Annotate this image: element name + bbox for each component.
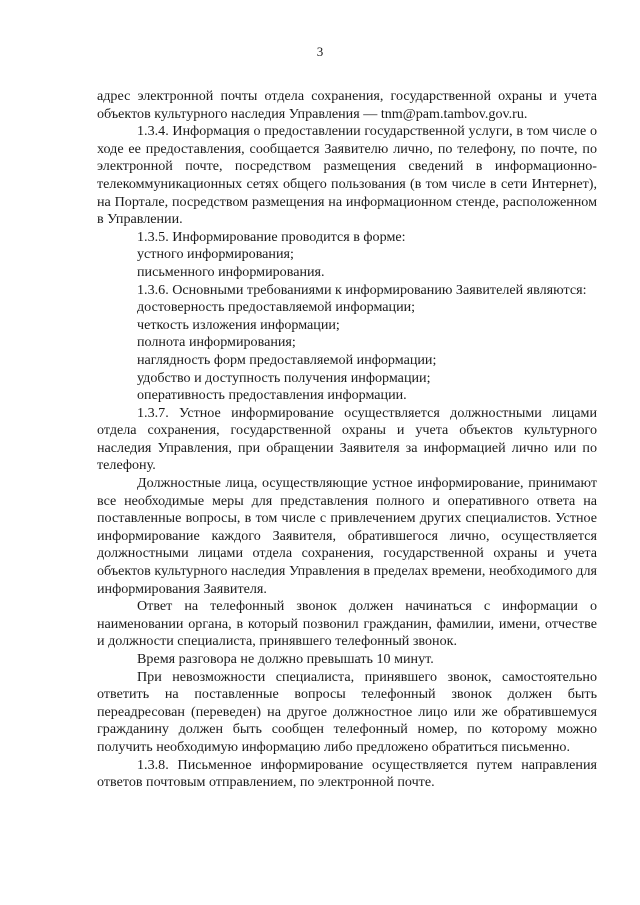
list-item: наглядность форм предоставляемой информации;: [137, 351, 437, 368]
paragraph: Должностные лица, осуществляющие устное информирование, принимают все необходимые меры для представления полного и оперативного ответа на поставленные вопросы, в том числе с привлечением других специалистов. Устное информирование каждого Заявителя, обратившегося лично, осуществляется должностными лицами отдела сохранения, государственной охраны и учета объектов культурного наследия Управления в пределах времени, необходимого для информирования Заявителя.: [97, 475, 597, 597]
paragraph: 1.3.4. Информация о предоставлении государственной услуги, в том числе о ходе ее предоставления, сообщается Заявителю лично, по телефону, по почте, по электронной почте, посредством размещения сведений в информационно-телекоммуникационных сетях общего пользования (в том числе в сети Интернет), на Портале, посредством размещения на информационном стенде, расположенном в Управлении.: [97, 123, 597, 228]
paragraph: Ответ на телефонный звонок должен начинаться с информации о наименовании органа, в который позвонил гражданин, фамилии, имени, отчестве и должности специалиста, принявшего телефонный звонок.: [97, 598, 597, 650]
list-item: удобство и доступность получения информации;: [137, 369, 431, 386]
paragraph: Время разговора не должно превышать 10 минут.: [137, 651, 434, 667]
paragraph: 1.3.6. Основными требованиями к информированию Заявителей являются:: [137, 281, 587, 298]
paragraph: 1.3.7. Устное информирование осуществляется должностными лицами отдела сохранения, государственной охраны и учета объектов культурного наследия Управления, при обращении Заявителя за информацией лично или по телефону.: [97, 404, 597, 474]
list-item: оперативность предоставления информации.: [137, 387, 407, 404]
paragraph: 1.3.8. Письменное информирование осуществляется путем направления ответов почтовым отправлением, по электронной почте.: [97, 756, 597, 791]
list-item: письменного информирования.: [137, 263, 325, 280]
list-item: четкость изложения информации;: [137, 316, 340, 333]
page-number: 3: [316, 44, 324, 59]
document-body: [97, 88, 597, 792]
list-item: достоверность предоставляемой информации;: [137, 299, 416, 316]
paragraph: При невозможности специалиста, принявшего звонок, самостоятельно ответить на поставленные вопросы телефонный звонок должен быть переадресован (переведен) на другое должностное лицо или же обратившемуся гражданину должен быть сообщен телефонный номер, по которому можно получить необходимую информацию либо предложено обратиться письменно.: [97, 668, 597, 755]
list-item: устного информирования;: [137, 246, 294, 263]
list-item: полнота информирования;: [137, 334, 296, 351]
paragraph: 1.3.5. Информирование проводится в форме:: [137, 228, 406, 245]
paragraph: адрес электронной почты отдела сохранения, государственной охраны и учета объектов культурного наследия Управления — tnm@pam.tambov.gov.ru.: [97, 88, 597, 122]
